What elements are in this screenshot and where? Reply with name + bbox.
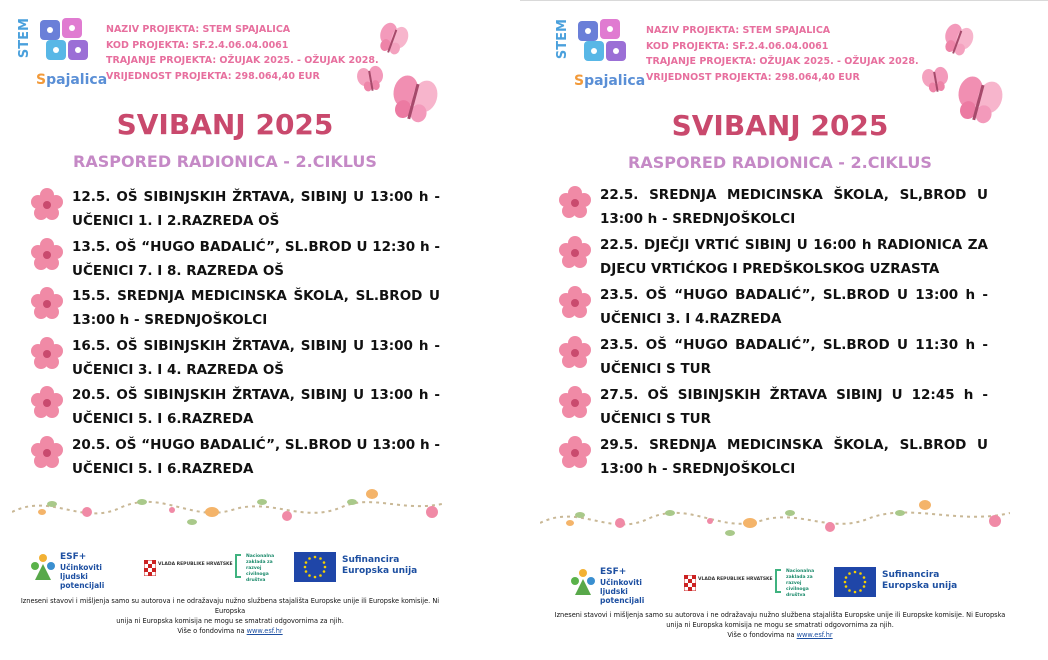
- cubes-icon: [574, 17, 630, 71]
- list-item: [558, 333, 988, 383]
- page-title: SVIBANJ 2025: [116, 108, 334, 141]
- flower-icon: [558, 235, 592, 269]
- disclaimer-line-2: unija ni Europska komisija ne mogu se smatrati odgovornima za njih.: [116, 617, 344, 625]
- flower-icon: [30, 187, 64, 221]
- meta-kod: KOD PROJEKTA: SF.2.4.06.04.0061: [646, 40, 829, 52]
- disclaimer-line-3: [10, 626, 450, 636]
- list-item-text: 16.5. OŠ SIBINJSKIH ŽRTAVA, SIBINJ U 13:00 h - UČENICI 3. I 4. RAZREDA OŠ: [72, 337, 440, 378]
- list-item: [558, 183, 988, 233]
- esf-icon: [570, 567, 596, 597]
- project-meta: [106, 22, 379, 84]
- eu-flag-icon: [834, 567, 876, 597]
- flower-icon: [558, 435, 592, 469]
- poster-right: [520, 0, 1048, 660]
- nzz-label: Nacionalna zaklada za razvoj civilnoga društva: [246, 554, 275, 583]
- eu-label: Sufinancira Europska unija: [342, 555, 418, 576]
- esf-icon: [30, 552, 56, 582]
- logo-word: Spajalica: [36, 72, 108, 88]
- list-item: [30, 433, 440, 483]
- page-subtitle: RASPORED RADIONICA - 2.CIKLUS: [628, 153, 932, 172]
- stem-spajalica-logo: [14, 14, 108, 88]
- list-item-text: 20.5. OŠ SIBINJSKIH ŽRTAVA, SIBINJ U 13:00 h - UČENICI 5. I 6.RAZREDA: [72, 387, 440, 427]
- list-item: [558, 233, 988, 283]
- vine-decoration-icon: [540, 493, 1010, 545]
- eu-label: Sufinancira Europska unija: [882, 570, 958, 591]
- list-item: [30, 334, 440, 384]
- disclaimer-line-1: Izneseni stavovi i mišljenja samo su autorova i ne odražavaju nužno službena stajališta Europske unije ili Europske komisije. Ni Europska: [20, 597, 440, 615]
- list-item: [558, 383, 988, 433]
- cubes-icon: [36, 16, 92, 70]
- meta-naziv: NAZIV PROJEKTA: STEM SPAJALICA: [646, 25, 831, 36]
- logo-stem-text: [554, 19, 570, 63]
- eu-flag-icon: [294, 552, 336, 582]
- disclaimer-line-2: unija ni Europska komisija ne mogu se smatrati odgovornima za njih.: [666, 621, 894, 629]
- flower-icon: [30, 385, 64, 419]
- disclaimer-line-3: [540, 630, 1020, 640]
- flower-icon: [30, 237, 64, 271]
- esf-label: ESF+: [600, 567, 627, 577]
- page-title: SVIBANJ 2025: [671, 109, 889, 142]
- list-item-text: 22.5. DJEČJI VRTIĆ SIBINJ U 16:00 h RADIONICA ZA DJECU VRTIĆKOG I PREDŠKOLSKOG UZRASTA: [600, 237, 988, 277]
- vine-decoration-icon: [12, 482, 442, 534]
- disclaimer-prefix: Više o fondovima na: [727, 631, 797, 639]
- logo-stem-text: [16, 18, 32, 62]
- vlada-label: VLADA REPUBLIKE HRVATSKE: [698, 577, 773, 582]
- funding-logos: [30, 550, 440, 590]
- list-item-text: 23.5. OŠ “HUGO BADALIĆ”, SL.BROD U 11:30 h - UČENICI S TUR: [600, 337, 988, 377]
- list-item: [30, 185, 440, 235]
- esf-sub-label: Učinkoviti ljudski potencijali: [600, 578, 645, 605]
- list-item: [558, 433, 988, 483]
- list-item-text: 23.5. OŠ “HUGO BADALIĆ”, SL.BROD U 13:00 h - UČENICI 3. I 4.RAZREDA: [600, 287, 988, 327]
- flower-icon: [558, 385, 592, 419]
- logo-word-text: pajalica: [46, 72, 108, 88]
- disclaimer-prefix: Više o fondovima na: [177, 627, 247, 635]
- nzz-icon: [775, 569, 785, 593]
- meta-trajanje: TRAJANJE PROJEKTA: OŽUJAK 2025. - OŽUJAK 2028.: [646, 56, 919, 67]
- poster-left: [0, 0, 505, 659]
- logo-stem-letters: STEM: [554, 19, 570, 60]
- list-item: [30, 284, 440, 334]
- esf-label: ESF+: [60, 552, 87, 562]
- flower-icon: [30, 286, 64, 320]
- disclaimer: [10, 596, 450, 636]
- meta-vrijednost: VRIJEDNOST PROJEKTA: 298.064,40 EUR: [106, 70, 320, 82]
- disclaimer-line-1: Izneseni stavovi i mišljenja samo su autorova i ne odražavaju nužno službena stajališta Europske unije ili Europske komisije. Ni Europska: [554, 611, 1006, 619]
- meta-naziv: NAZIV PROJEKTA: STEM SPAJALICA: [106, 24, 291, 35]
- flower-icon: [30, 336, 64, 370]
- croatia-coat-of-arms-icon: [684, 575, 696, 591]
- list-item-text: 22.5. SREDNJA MEDICINSKA ŠKOLA, SL,BROD U 13:00 h - SREDNJOŠKOLCI: [600, 187, 988, 227]
- disclaimer: [540, 610, 1020, 640]
- list-item: [30, 235, 440, 285]
- page-subtitle: RASPORED RADIONICA - 2.CIKLUS: [73, 152, 377, 171]
- list-item-text: 29.5. SREDNJA MEDICINSKA ŠKOLA, SL.BROD U 13:00 h - SREDNJOŠKOLCI: [600, 437, 988, 477]
- esf-link[interactable]: www.esf.hr: [796, 631, 833, 639]
- meta-kod: KOD PROJEKTA: SF.2.4.06.04.0061: [106, 39, 289, 51]
- logo-word-text: pajalica: [584, 73, 646, 89]
- schedule-list: [30, 185, 440, 482]
- meta-vrijednost: VRIJEDNOST PROJEKTA: 298.064,40 EUR: [646, 71, 860, 83]
- logo-word: Spajalica: [574, 73, 646, 89]
- funding-logos: [570, 565, 1000, 605]
- esf-link[interactable]: www.esf.hr: [246, 627, 283, 635]
- schedule-list: [558, 183, 988, 483]
- list-item-text: 13.5. OŠ “HUGO BADALIĆ”, SL.BROD U 12:30 h - UČENICI 7. I 8. RAZREDA OŠ: [72, 238, 440, 279]
- flower-icon: [30, 435, 64, 469]
- list-item-text: 12.5. OŠ SIBINJSKIH ŽRTAVA, SIBINJ U 13:00 h - UČENICI 1. I 2.RAZREDA OŠ: [72, 189, 440, 229]
- flower-icon: [558, 185, 592, 219]
- logo-stem-letters: STEM: [16, 18, 32, 59]
- flower-icon: [558, 285, 592, 319]
- list-item: [30, 383, 440, 433]
- flower-icon: [558, 335, 592, 369]
- vlada-label: VLADA REPUBLIKE HRVATSKE: [158, 562, 233, 567]
- list-item-text: 15.5. SREDNJA MEDICINSKA ŠKOLA, SL.BROD U 13:00 h - SREDNJOŠKOLCI: [72, 288, 440, 328]
- stem-spajalica-logo: [552, 15, 646, 89]
- nzz-icon: [235, 554, 245, 578]
- list-item-text: 27.5. OŠ SIBINJSKIH ŽRTAVA SIBINJ U 12:45 h - UČENICI S TUR: [600, 387, 988, 427]
- project-meta: [646, 23, 919, 85]
- croatia-coat-of-arms-icon: [144, 560, 156, 576]
- esf-sub-label: Učinkoviti ljudski potencijali: [60, 563, 105, 590]
- list-item: [558, 283, 988, 333]
- meta-trajanje: TRAJANJE PROJEKTA: OŽUJAK 2025. - OŽUJAK 2028.: [106, 55, 379, 66]
- nzz-label: Nacionalna zaklada za razvoj civilnoga društva: [786, 569, 815, 598]
- list-item-text: 20.5. OŠ “HUGO BADALIĆ”, SL.BROD U 13:00 h - UČENICI 5. I 6.RAZREDA: [72, 436, 440, 477]
